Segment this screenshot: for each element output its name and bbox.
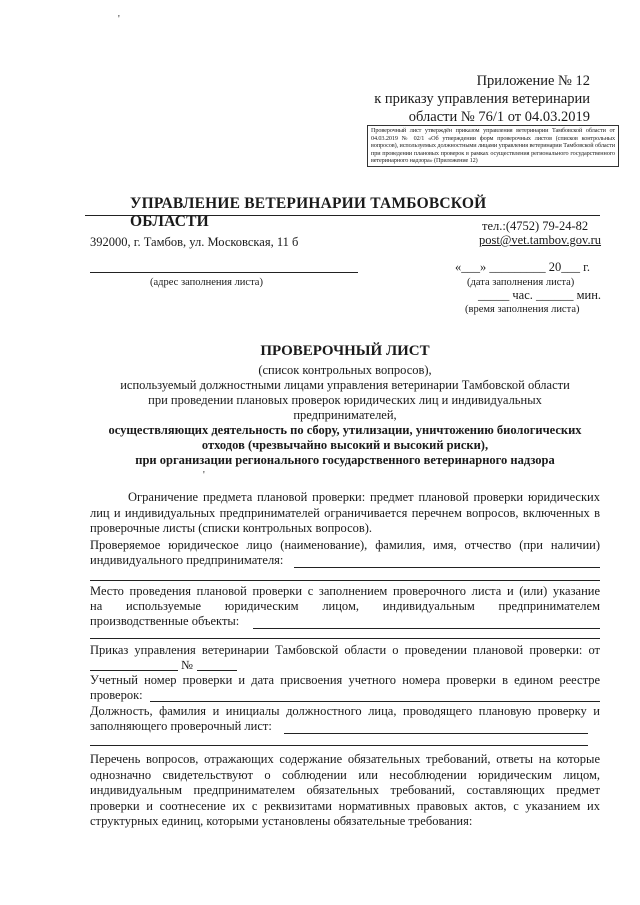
title-bold-line-2: отходов (чрезвычайно высокий и высокий риски), (201, 438, 489, 452)
document-title: ПРОВЕРОЧНЫЙ ЛИСТ (260, 343, 430, 359)
inspection-place-label-3: производственные объекты: (90, 614, 240, 628)
organization-address: 392000, г. Тамбов, ул. Московская, 11 б (90, 235, 299, 249)
title-line-3: при проведении плановых проверок юридических лиц и индивидуальных (148, 393, 542, 407)
registry-fill-line (150, 701, 600, 702)
order-number-fill-line (197, 670, 237, 671)
objects-fill-line-2 (90, 638, 600, 639)
entrepreneur-label: индивидуального предпринимателя: (90, 553, 284, 567)
email-link[interactable]: post@vet.tambov.gov.ru (479, 233, 602, 247)
approval-stamp: Проверочный лист утверждён приказом управления ветеринарии Тамбовской области от 04.03.2019 № 02/1 «Об утверждении форм проверочных листов (списков контрольных вопросов), используемых должностными лицами управления ветеринарии Тамбовской области при проведении плановых проверок в рамках осуществления регионального государственного ветеринарного надзора» (Приложение 12) (367, 125, 619, 167)
appendix-line-2: к приказу управления ветеринарии (374, 91, 590, 107)
registry-number-label-2: проверок: (90, 688, 143, 702)
time-caption: (время заполнения листа) (465, 304, 580, 315)
order-label: Приказ управления ветеринарии Тамбовской области о проведении плановой проверки: от (90, 643, 600, 657)
paragraph-scope-limit: Ограничение предмета плановой проверки: предмет плановой проверки юридических лиц и индивидуальных предпринимателей ограничивается перечнем вопросов, включенных в проверочные листы (списки контрольных вопросов). (90, 490, 600, 535)
objects-fill-line (253, 628, 600, 629)
inspection-place-label-2: на используемые юридическим лицом, индивидуальным предпринимателем (90, 599, 600, 613)
official-fill-line (284, 733, 588, 734)
entrepreneur-fill-line (294, 567, 600, 568)
title-line-2: используемый должностными лицами управления ветеринарии Тамбовской области (120, 378, 570, 392)
order-date-fill-line (90, 670, 178, 671)
time-line: _____ час. ______ мин. (478, 288, 602, 302)
scan-mark-2: ' (203, 470, 205, 481)
address-fill-line (90, 272, 358, 273)
requirements-list-intro: Перечень вопросов, отражающих содержание обязательных требований, ответы на которые однозначно свидетельствуют о соблюдении или несоблюдении юридическим лицом, индивидуальным предпринимателем обязательных требований, составляющих предмет проверки и соотнесение их с реквизитами нормативных правовых актов, с указанием их структурных единиц, которыми установлены обязательные требования: (90, 752, 600, 828)
inspected-entity-label: Проверяемое юридическое лицо (наименование), фамилия, имя, отчество (при наличии) (90, 538, 600, 552)
registry-number-label: Учетный номер проверки и дата присвоения учетного номера проверки в едином реестре (90, 673, 600, 687)
appendix-line-3: области № 76/1 от 04.03.2019 (408, 109, 590, 125)
date-caption: (дата заполнения листа) (467, 277, 575, 288)
address-caption: (адрес заполнения листа) (150, 277, 263, 288)
phone: тел.:(4752) 79-24-82 (482, 219, 589, 233)
header-rule (85, 215, 600, 216)
title-line-4: предпринимателей, (293, 408, 397, 422)
title-bold-line-3: при организации регионального государственного ветеринарного надзора (135, 453, 555, 467)
title-bold-line-1: осуществляющих деятельность по сбору, утилизации, уничтожению биологических (108, 423, 582, 437)
scan-mark: ' (118, 14, 120, 25)
appendix-line-1: Приложение № 12 (476, 73, 590, 89)
inspection-place-label: Место проведения плановой проверки с заполнением проверочного листа и (или) указание (90, 584, 600, 598)
entrepreneur-fill-line-2 (90, 580, 600, 581)
date-line: «___» _________ 20___ г. (455, 260, 590, 274)
organization-name: УПРАВЛЕНИЕ ВЕТЕРИНАРИИ ТАМБОВСКОЙ ОБЛАСТИ (130, 195, 487, 230)
official-fill-line-2 (90, 745, 588, 746)
title-line-1: (список контрольных вопросов), (258, 363, 432, 377)
official-label: Должность, фамилия и инициалы должностного лица, проводящего плановую проверку и (90, 704, 600, 718)
official-label-2: заполняющего проверочный лист: (90, 719, 272, 733)
order-number-label: № (181, 658, 193, 672)
